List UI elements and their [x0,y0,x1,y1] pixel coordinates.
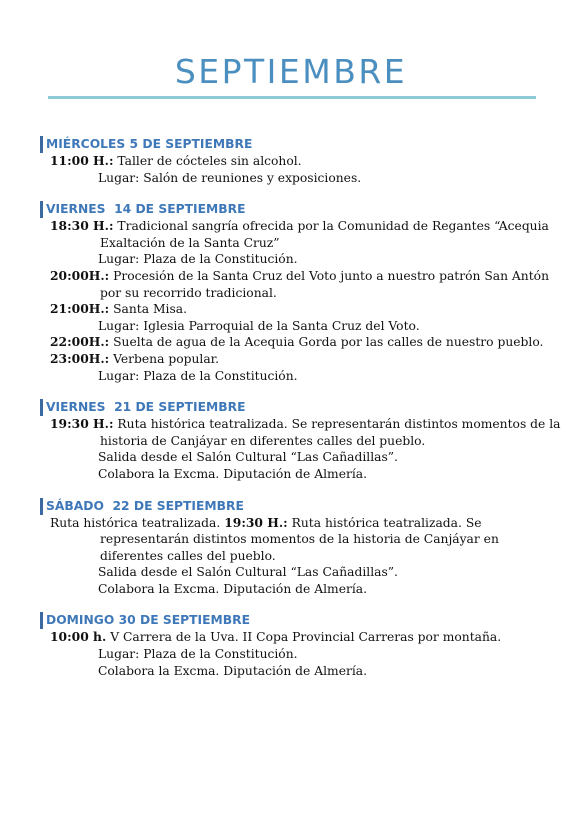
title-divider [48,96,536,99]
event-time: 19:30 H.: [224,514,288,530]
event-text: Procesión de la Santa Cruz del Voto junto a nuestro patrón San Antón [109,268,549,283]
event-time: 22:00H.: [50,334,110,350]
event-detail: por su recorrido tradicional. [100,285,277,300]
event-time: 11:00 H.: [50,153,114,168]
event-line [48,515,548,532]
event-detail: Lugar: Iglesia Parroquial de la Santa Cruz del Voto. [98,318,420,333]
event-line [48,268,548,285]
event-detail: Lugar: Plaza de la Constitución. [98,647,298,662]
event-detail: Colabora la Excma. Diputación de Almería. [98,466,368,481]
event-line [48,351,548,368]
event-text: V Carrera de la Uva. II Copa Provincial Carreras por montaña. [106,630,502,645]
event-detail: Colabora la Excma. Diputación de Almería. [98,663,368,678]
day-section [48,136,548,186]
event-text: Ruta histórica teatralizada. Se [287,515,482,530]
event-line [48,629,548,646]
event-time: 23:00H.: [50,350,110,366]
event-text: Santa Misa. [109,302,188,317]
event-text: Verbena popular. [109,351,220,366]
schedule [46,136,561,694]
event-time: 20:00H.: [50,267,110,283]
event-line [48,301,548,318]
day-header: VIERNES 21 DE SEPTIEMBRE [40,399,548,416]
event-line [48,218,548,235]
event-time: 18:30 H.: [50,218,114,234]
event-text: Taller de cócteles sin alcohol. [113,154,302,168]
event-detail: Salida desde el Salón Cultural “Las Cañadillas”. [98,565,398,580]
event-text: Ruta histórica teatralizada. Se representarán distintos momentos de la [113,417,561,432]
day-section [48,612,548,679]
event-text: Ruta histórica teatralizada. [50,515,225,530]
event-time: 21:00H.: [50,301,110,317]
day-header: DOMINGO 30 DE SEPTIEMBRE [40,612,548,629]
event-detail: Colabora la Excma. Diputación de Almería. [98,581,368,596]
day-section [48,201,548,384]
event-detail: Lugar: Plaza de la Constitución. [98,252,298,267]
event-detail: Lugar: Plaza de la Constitución. [98,368,298,383]
event-text: Tradicional sangría ofrecida por la Comunidad de Regantes “Acequia [113,219,549,234]
event-line [48,416,561,433]
day-header: VIERNES 14 DE SEPTIEMBRE [40,201,548,218]
event-detail: representarán distintos momentos de la historia de Canjáyar en [100,532,499,547]
day-header: MIÉRCOLES 5 DE SEPTIEMBRE [40,136,548,153]
event-detail: diferentes calles del pueblo. [100,548,276,563]
event-time: 10:00 h. [50,629,107,645]
day-header: SÁBADO 22 DE SEPTIEMBRE [40,498,548,515]
event-detail: Exaltación de la Santa Cruz” [100,235,280,250]
day-section [48,498,548,598]
event-detail: Salida desde el Salón Cultural “Las Cañadillas”. [98,450,398,465]
event-line [48,334,548,351]
event-line [48,153,548,170]
event-detail: historia de Canjáyar en diferentes calles del pueblo. [100,433,426,448]
day-section [46,399,561,482]
page-title: SEPTIEMBRE [174,52,408,91]
event-time: 19:30 H.: [50,416,114,432]
event-text: Suelta de agua de la Acequia Gorda por las calles de nuestro pueblo. [109,335,544,350]
event-detail: Lugar: Salón de reuniones y exposiciones. [98,170,362,185]
